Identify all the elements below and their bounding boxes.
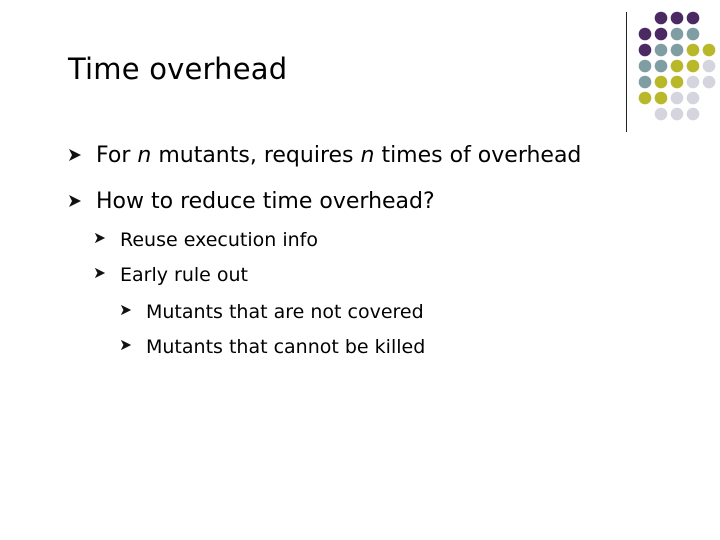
decor-dot bbox=[655, 92, 668, 105]
arrowhead-bullet-icon bbox=[94, 267, 108, 281]
bullet-text-part: times of overhead bbox=[374, 143, 582, 168]
sub-sub-bullet-item-2 bbox=[120, 336, 425, 358]
sub-bullet-item-2 bbox=[94, 264, 248, 286]
decor-dot bbox=[687, 60, 700, 73]
arrowhead-bullet-icon bbox=[68, 194, 82, 208]
bullet-text-part-italic: n bbox=[360, 143, 375, 168]
decor-dot bbox=[639, 44, 652, 57]
sub-sub-bullet-text: Mutants that are not covered bbox=[146, 301, 424, 323]
arrowhead-bullet-icon bbox=[94, 232, 108, 246]
decor-dot bbox=[671, 28, 684, 41]
decor-dot bbox=[639, 28, 652, 41]
arrowhead-bullet-icon bbox=[120, 339, 134, 353]
decor-dot bbox=[671, 60, 684, 73]
decor-dot bbox=[703, 44, 716, 57]
bullet-text-part-italic: n bbox=[137, 143, 152, 168]
sub-bullet-item-1 bbox=[94, 229, 318, 251]
decor-dot bbox=[671, 12, 684, 25]
decor-dot bbox=[671, 108, 684, 121]
decor-dot bbox=[687, 76, 700, 89]
sub-sub-bullet-text: Mutants that cannot be killed bbox=[146, 336, 426, 358]
decor-dot bbox=[655, 44, 668, 57]
bullet-text bbox=[96, 143, 581, 168]
bullet-text-part: For bbox=[96, 143, 138, 168]
decor-dot bbox=[639, 76, 652, 89]
decor-dot bbox=[687, 28, 700, 41]
decor-dot bbox=[655, 108, 668, 121]
decor-dot bbox=[687, 108, 700, 121]
sub-bullet-text: Reuse execution info bbox=[120, 229, 318, 251]
decor-dot bbox=[671, 92, 684, 105]
decor-dot bbox=[655, 76, 668, 89]
vertical-divider bbox=[626, 12, 627, 132]
decor-dot bbox=[639, 60, 652, 73]
decor-dot bbox=[703, 76, 716, 89]
decor-dot bbox=[687, 12, 700, 25]
decor-dot bbox=[655, 28, 668, 41]
decor-dot bbox=[655, 60, 668, 73]
decor-dot bbox=[687, 92, 700, 105]
arrowhead-bullet-icon bbox=[68, 148, 82, 162]
bullet-item-2 bbox=[68, 189, 435, 214]
bullet-text: How to reduce time overhead? bbox=[96, 189, 435, 214]
decor-dot bbox=[671, 44, 684, 57]
sub-bullet-text: Early rule out bbox=[120, 264, 248, 286]
decor-dot bbox=[639, 92, 652, 105]
decor-dot bbox=[703, 60, 716, 73]
decor-dot bbox=[687, 44, 700, 57]
decor-dot bbox=[655, 12, 668, 25]
arrowhead-bullet-icon bbox=[120, 304, 134, 318]
sub-sub-bullet-item-1 bbox=[120, 301, 424, 323]
bullet-text-part: mutants, requires bbox=[151, 143, 361, 168]
slide-title: Time overhead bbox=[68, 52, 288, 86]
decor-dot bbox=[671, 76, 684, 89]
bullet-item-1 bbox=[68, 143, 581, 168]
